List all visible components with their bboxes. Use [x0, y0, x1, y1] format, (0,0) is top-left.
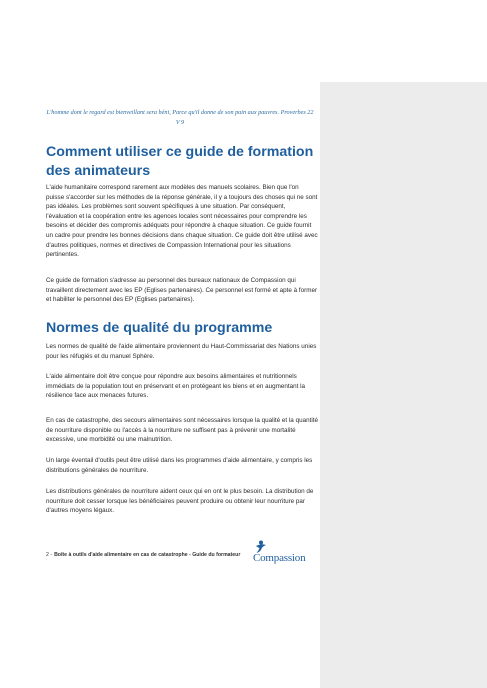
- page-number: 2 -: [46, 552, 53, 558]
- paragraph-humanitarian-aid: L'aide humanitaire correspond rarement aux modèles des manuels scolaires. Bien que l'on puisse s'accorder sur les méthodes de la réponse générale, il y a toujours des choses qui ne sont pas idéales. Les problèmes sont souvent spécifiques à une situation. Par conséquent, l'évaluation et la coopération entre les agences locales sont nécessaires pour comprendre les besoins et décider des compromis adéquats pour répondre à chaque situation. Ce guide fournit un cadre pour prendre les bonnes décisions dans chaque situation. Ce guide doit être utilisé avec d'autres politiques, normes et directives de Compassion International pour les situations pertinentes.: [46, 184, 318, 259]
- footer-title: Boîte à outils d'aide alimentaire en cas de catastrophe - Guide du formateur: [54, 552, 241, 558]
- page-footer: [46, 551, 271, 559]
- section-title-quality-standards: Normes de qualité du programme: [46, 320, 273, 336]
- paragraph-standards-source: Les normes de qualité de l'aide alimentaire proviennent du Haut-Commissariat des Nations unies pour les réfugiés et du manuel Sphère.: [46, 343, 317, 360]
- paragraph-food-aid-design: L'aide alimentaire doit être conçue pour répondre aux besoins alimentaires et nutritionnels immédiats de la population tout en préservant et en protégeant les biens et en augmentant la résilience face aux menaces futures.: [46, 373, 306, 400]
- section-title-guide-usage: Comment utiliser ce guide de formation des animateurs: [46, 144, 314, 179]
- comment-margin-panel: [320, 82, 487, 688]
- epigraph-quote: L'homme dont le regard est bienveillant sera béni, Parce qu'il donne de son pain aux pauvres. Proverbes 22 V 9: [46, 109, 314, 126]
- paragraph-distributions: Les distributions générales de nourriture aident ceux qui en ont le plus besoin. La distribution de nourriture doit cesser lorsque les bénéficiaires peuvent produire ou obtenir leur nourriture par d'autres moyens légaux.: [46, 488, 314, 515]
- paragraph-disaster-relief: En cas de catastrophe, des secours alimentaires sont nécessaires lorsque la qualité et la quantité de nourriture disponible ou l'accès à la nourriture ne suffisent pas à prévenir une mortalité excessive, une morbidité ou une malnutrition.: [46, 417, 318, 444]
- paragraph-guide-audience: Ce guide de formation s'adresse au personnel des bureaux nationaux de Compassion qui travaillent directement avec les EP (Eglises partenaires). Ce personnel est formé et apte à former et habiliter le personnel des EP (Eglises partenaires).: [46, 277, 318, 304]
- paragraph-tools: Un large éventail d'outils peut être utilisé dans les programmes d'aide alimentaire, y compris les distributions générales de nourriture.: [46, 457, 313, 474]
- compassion-logo: [248, 540, 324, 568]
- logo-wordmark: Compassion: [253, 552, 306, 564]
